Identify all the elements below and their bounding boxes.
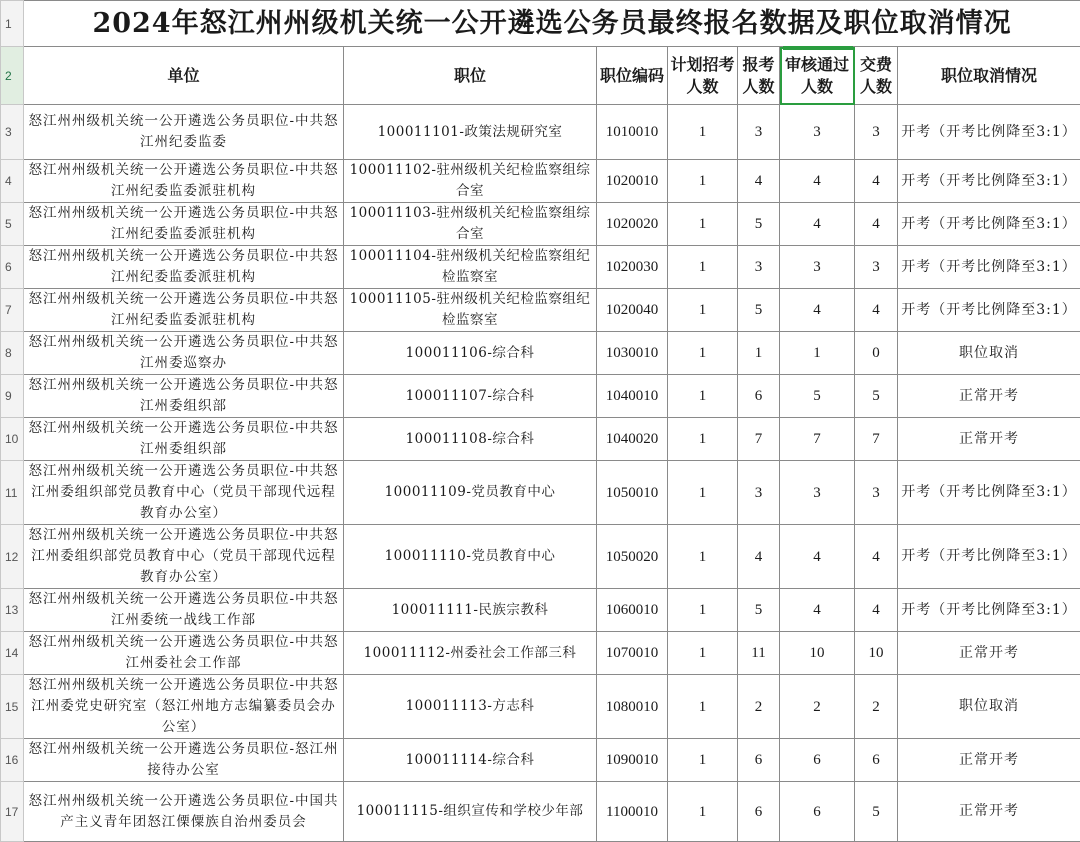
- cell-unit[interactable]: 怒江州州级机关统一公开遴选公务员职位-怒江州接待办公室: [24, 739, 344, 782]
- cell-code[interactable]: 1010010: [597, 105, 668, 160]
- row-header[interactable]: 6: [1, 246, 24, 289]
- cell-pass[interactable]: 3: [780, 461, 855, 525]
- cell-apply[interactable]: 6: [738, 782, 780, 842]
- column-header-status[interactable]: 职位取消情况: [898, 47, 1080, 105]
- table-row: [1, 332, 1080, 375]
- cell-apply[interactable]: 2: [738, 675, 780, 739]
- cell-apply[interactable]: 6: [738, 375, 780, 418]
- cell-unit[interactable]: 怒江州州级机关统一公开遴选公务员职位-中共怒江州纪委监委派驻机构: [24, 160, 344, 203]
- row-header[interactable]: 8: [1, 332, 24, 375]
- table-row: [1, 418, 1080, 461]
- cell-status[interactable]: 正常开考: [898, 782, 1080, 842]
- row-header[interactable]: 9: [1, 375, 24, 418]
- cell-position[interactable]: 100011109-党员教育中心: [344, 461, 597, 525]
- row-header[interactable]: 3: [1, 105, 24, 160]
- row-header[interactable]: 17: [1, 782, 24, 842]
- cell-paid[interactable]: 4: [855, 525, 898, 589]
- cell-code[interactable]: 1020010: [597, 160, 668, 203]
- cell-status[interactable]: 开考（开考比例降至3:1）: [898, 589, 1080, 632]
- cell-plan[interactable]: 1: [668, 632, 738, 675]
- cell-paid[interactable]: 4: [855, 160, 898, 203]
- cell-paid[interactable]: 4: [855, 203, 898, 246]
- table-row: [1, 675, 1080, 739]
- cell-apply[interactable]: 5: [738, 203, 780, 246]
- cell-paid[interactable]: 3: [855, 461, 898, 525]
- cell-position[interactable]: 100011101-政策法规研究室: [344, 105, 597, 160]
- cell-pass[interactable]: 6: [780, 739, 855, 782]
- table-row: [1, 246, 1080, 289]
- cell-unit[interactable]: 怒江州州级机关统一公开遴选公务员职位-中共怒江州委社会工作部: [24, 632, 344, 675]
- cell-plan[interactable]: 1: [668, 418, 738, 461]
- table-row: [1, 203, 1080, 246]
- cell-apply[interactable]: 4: [738, 160, 780, 203]
- cell-position[interactable]: 100011103-驻州级机关纪检监察组综合室: [344, 203, 597, 246]
- cell-code[interactable]: 1030010: [597, 332, 668, 375]
- cell-apply[interactable]: 11: [738, 632, 780, 675]
- cell-pass[interactable]: 6: [780, 782, 855, 842]
- cell-paid[interactable]: 3: [855, 105, 898, 160]
- cell-status[interactable]: 开考（开考比例降至3:1）: [898, 105, 1080, 160]
- cell-paid[interactable]: 7: [855, 418, 898, 461]
- cell-plan[interactable]: 1: [668, 375, 738, 418]
- row-header[interactable]: 5: [1, 203, 24, 246]
- cell-plan[interactable]: 1: [668, 332, 738, 375]
- cell-pass[interactable]: 5: [780, 375, 855, 418]
- cell-position[interactable]: 100011107-综合科: [344, 375, 597, 418]
- row-header[interactable]: 12: [1, 525, 24, 589]
- cell-paid[interactable]: 5: [855, 375, 898, 418]
- cell-pass[interactable]: 4: [780, 289, 855, 332]
- cell-code[interactable]: 1090010: [597, 739, 668, 782]
- cell-pass[interactable]: 7: [780, 418, 855, 461]
- cell-paid[interactable]: 3: [855, 246, 898, 289]
- cell-status[interactable]: 开考（开考比例降至3:1）: [898, 160, 1080, 203]
- cell-status[interactable]: 开考（开考比例降至3:1）: [898, 203, 1080, 246]
- column-header-pass[interactable]: 审核通过人数: [780, 47, 855, 105]
- row-header[interactable]: 11: [1, 461, 24, 525]
- cell-apply[interactable]: 1: [738, 332, 780, 375]
- table-row: [1, 525, 1080, 589]
- cell-pass[interactable]: 4: [780, 203, 855, 246]
- row-header[interactable]: 1: [1, 1, 24, 47]
- row-header[interactable]: 15: [1, 675, 24, 739]
- table-row: [1, 782, 1080, 842]
- cell-pass[interactable]: 4: [780, 525, 855, 589]
- cell-apply[interactable]: 5: [738, 589, 780, 632]
- row-header[interactable]: 2: [1, 47, 24, 105]
- cell-position[interactable]: 100011113-方志科: [344, 675, 597, 739]
- cell-paid[interactable]: 4: [855, 589, 898, 632]
- cell-unit[interactable]: 怒江州州级机关统一公开遴选公务员职位-中共怒江州委巡察办: [24, 332, 344, 375]
- cell-status[interactable]: 开考（开考比例降至3:1）: [898, 289, 1080, 332]
- cell-pass[interactable]: 4: [780, 160, 855, 203]
- cell-position[interactable]: 100011105-驻州级机关纪检监察组纪检监察室: [344, 289, 597, 332]
- table-row: [1, 160, 1080, 203]
- cell-code[interactable]: 1020040: [597, 289, 668, 332]
- row-header[interactable]: 16: [1, 739, 24, 782]
- cell-status[interactable]: 开考（开考比例降至3:1）: [898, 461, 1080, 525]
- cell-unit[interactable]: 怒江州州级机关统一公开遴选公务员职位-中共怒江州委组织部党员教育中心（党员干部现代远程教育办公室）: [24, 525, 344, 589]
- cell-unit[interactable]: 怒江州州级机关统一公开遴选公务员职位-中共怒江州委组织部党员教育中心（党员干部现代远程教育办公室）: [24, 461, 344, 525]
- row-header[interactable]: 14: [1, 632, 24, 675]
- table-row: [1, 105, 1080, 160]
- cell-status[interactable]: 正常开考: [898, 375, 1080, 418]
- cell-paid[interactable]: 10: [855, 632, 898, 675]
- cell-position[interactable]: 100011112-州委社会工作部三科: [344, 632, 597, 675]
- cell-paid[interactable]: 6: [855, 739, 898, 782]
- cell-plan[interactable]: 1: [668, 160, 738, 203]
- cell-code[interactable]: 1050010: [597, 461, 668, 525]
- table-row: [1, 739, 1080, 782]
- cell-paid[interactable]: 0: [855, 332, 898, 375]
- cell-position[interactable]: 100011111-民族宗教科: [344, 589, 597, 632]
- cell-paid[interactable]: 5: [855, 782, 898, 842]
- column-header-plan[interactable]: 计划招考人数: [668, 47, 738, 105]
- cell-plan[interactable]: 1: [668, 782, 738, 842]
- cell-status[interactable]: 开考（开考比例降至3:1）: [898, 246, 1080, 289]
- cell-status[interactable]: 正常开考: [898, 739, 1080, 782]
- cell-pass[interactable]: 4: [780, 589, 855, 632]
- cell-position[interactable]: 100011110-党员教育中心: [344, 525, 597, 589]
- cell-pass[interactable]: 2: [780, 675, 855, 739]
- cell-status[interactable]: 职位取消: [898, 675, 1080, 739]
- cell-position[interactable]: 100011114-综合科: [344, 739, 597, 782]
- cell-code[interactable]: 1040010: [597, 375, 668, 418]
- column-header-code[interactable]: 职位编码: [597, 47, 668, 105]
- cell-status[interactable]: 职位取消: [898, 332, 1080, 375]
- cell-apply[interactable]: 3: [738, 461, 780, 525]
- row-header[interactable]: 4: [1, 160, 24, 203]
- cell-pass[interactable]: 10: [780, 632, 855, 675]
- cell-unit[interactable]: 怒江州州级机关统一公开遴选公务员职位-中共怒江州纪委监委派驻机构: [24, 246, 344, 289]
- cell-code[interactable]: 1060010: [597, 589, 668, 632]
- row-header[interactable]: 13: [1, 589, 24, 632]
- cell-position[interactable]: 100011102-驻州级机关纪检监察组综合室: [344, 160, 597, 203]
- cell-pass[interactable]: 1: [780, 332, 855, 375]
- cell-position[interactable]: 100011106-综合科: [344, 332, 597, 375]
- cell-unit[interactable]: 怒江州州级机关统一公开遴选公务员职位-中共怒江州委组织部: [24, 375, 344, 418]
- cell-apply[interactable]: 4: [738, 525, 780, 589]
- cell-apply[interactable]: 3: [738, 105, 780, 160]
- cell-position[interactable]: 100011115-组织宣传和学校少年部: [344, 782, 597, 842]
- cell-code[interactable]: 1020030: [597, 246, 668, 289]
- cell-status[interactable]: 正常开考: [898, 418, 1080, 461]
- cell-plan[interactable]: 1: [668, 203, 738, 246]
- cell-apply[interactable]: 3: [738, 246, 780, 289]
- cell-unit[interactable]: 怒江州州级机关统一公开遴选公务员职位-中共怒江州纪委监委派驻机构: [24, 203, 344, 246]
- active-column-indicator: [783, 46, 853, 50]
- row-header[interactable]: 10: [1, 418, 24, 461]
- cell-paid[interactable]: 4: [855, 289, 898, 332]
- cell-pass[interactable]: 3: [780, 105, 855, 160]
- cell-position[interactable]: 100011104-驻州级机关纪检监察组纪检监察室: [344, 246, 597, 289]
- column-header-apply[interactable]: 报考人数: [738, 47, 780, 105]
- cell-plan[interactable]: 1: [668, 105, 738, 160]
- cell-unit[interactable]: 怒江州州级机关统一公开遴选公务员职位-中共怒江州纪委监委: [24, 105, 344, 160]
- column-header-unit[interactable]: 单位: [24, 47, 344, 105]
- table-row: [1, 589, 1080, 632]
- cell-pass[interactable]: 3: [780, 246, 855, 289]
- cell-plan[interactable]: 1: [668, 675, 738, 739]
- cell-status[interactable]: 正常开考: [898, 632, 1080, 675]
- cell-plan[interactable]: 1: [668, 525, 738, 589]
- cell-apply[interactable]: 7: [738, 418, 780, 461]
- cell-unit[interactable]: 怒江州州级机关统一公开遴选公务员职位-中共怒江州委统一战线工作部: [24, 589, 344, 632]
- cell-unit[interactable]: 怒江州州级机关统一公开遴选公务员职位-中共怒江州委组织部: [24, 418, 344, 461]
- cell-plan[interactable]: 1: [668, 461, 738, 525]
- cell-unit[interactable]: 怒江州州级机关统一公开遴选公务员职位-中共怒江州委党史研究室（怒江州地方志编纂委员会办公室）: [24, 675, 344, 739]
- cell-apply[interactable]: 5: [738, 289, 780, 332]
- cell-plan[interactable]: 1: [668, 246, 738, 289]
- cell-code[interactable]: 1050020: [597, 525, 668, 589]
- table-row: [1, 375, 1080, 418]
- cell-code[interactable]: 1020020: [597, 203, 668, 246]
- cell-plan[interactable]: 1: [668, 739, 738, 782]
- cell-apply[interactable]: 6: [738, 739, 780, 782]
- cell-unit[interactable]: 怒江州州级机关统一公开遴选公务员职位-中国共产主义青年团怒江傈僳族自治州委员会: [24, 782, 344, 842]
- cell-code[interactable]: 1040020: [597, 418, 668, 461]
- sheet-title[interactable]: 2024年怒江州州级机关统一公开遴选公务员最终报名数据及职位取消情况: [24, 1, 1080, 47]
- table-row: [1, 632, 1080, 675]
- cell-status[interactable]: 开考（开考比例降至3:1）: [898, 525, 1080, 589]
- table-row: [1, 289, 1080, 332]
- cell-code[interactable]: 1100010: [597, 782, 668, 842]
- row-header[interactable]: 7: [1, 289, 24, 332]
- cell-position[interactable]: 100011108-综合科: [344, 418, 597, 461]
- column-header-position[interactable]: 职位: [344, 47, 597, 105]
- cell-paid[interactable]: 2: [855, 675, 898, 739]
- column-header-paid[interactable]: 交费人数: [855, 47, 898, 105]
- cell-plan[interactable]: 1: [668, 289, 738, 332]
- cell-plan[interactable]: 1: [668, 589, 738, 632]
- table-row: [1, 461, 1080, 525]
- cell-code[interactable]: 1070010: [597, 632, 668, 675]
- cell-code[interactable]: 1080010: [597, 675, 668, 739]
- cell-unit[interactable]: 怒江州州级机关统一公开遴选公务员职位-中共怒江州纪委监委派驻机构: [24, 289, 344, 332]
